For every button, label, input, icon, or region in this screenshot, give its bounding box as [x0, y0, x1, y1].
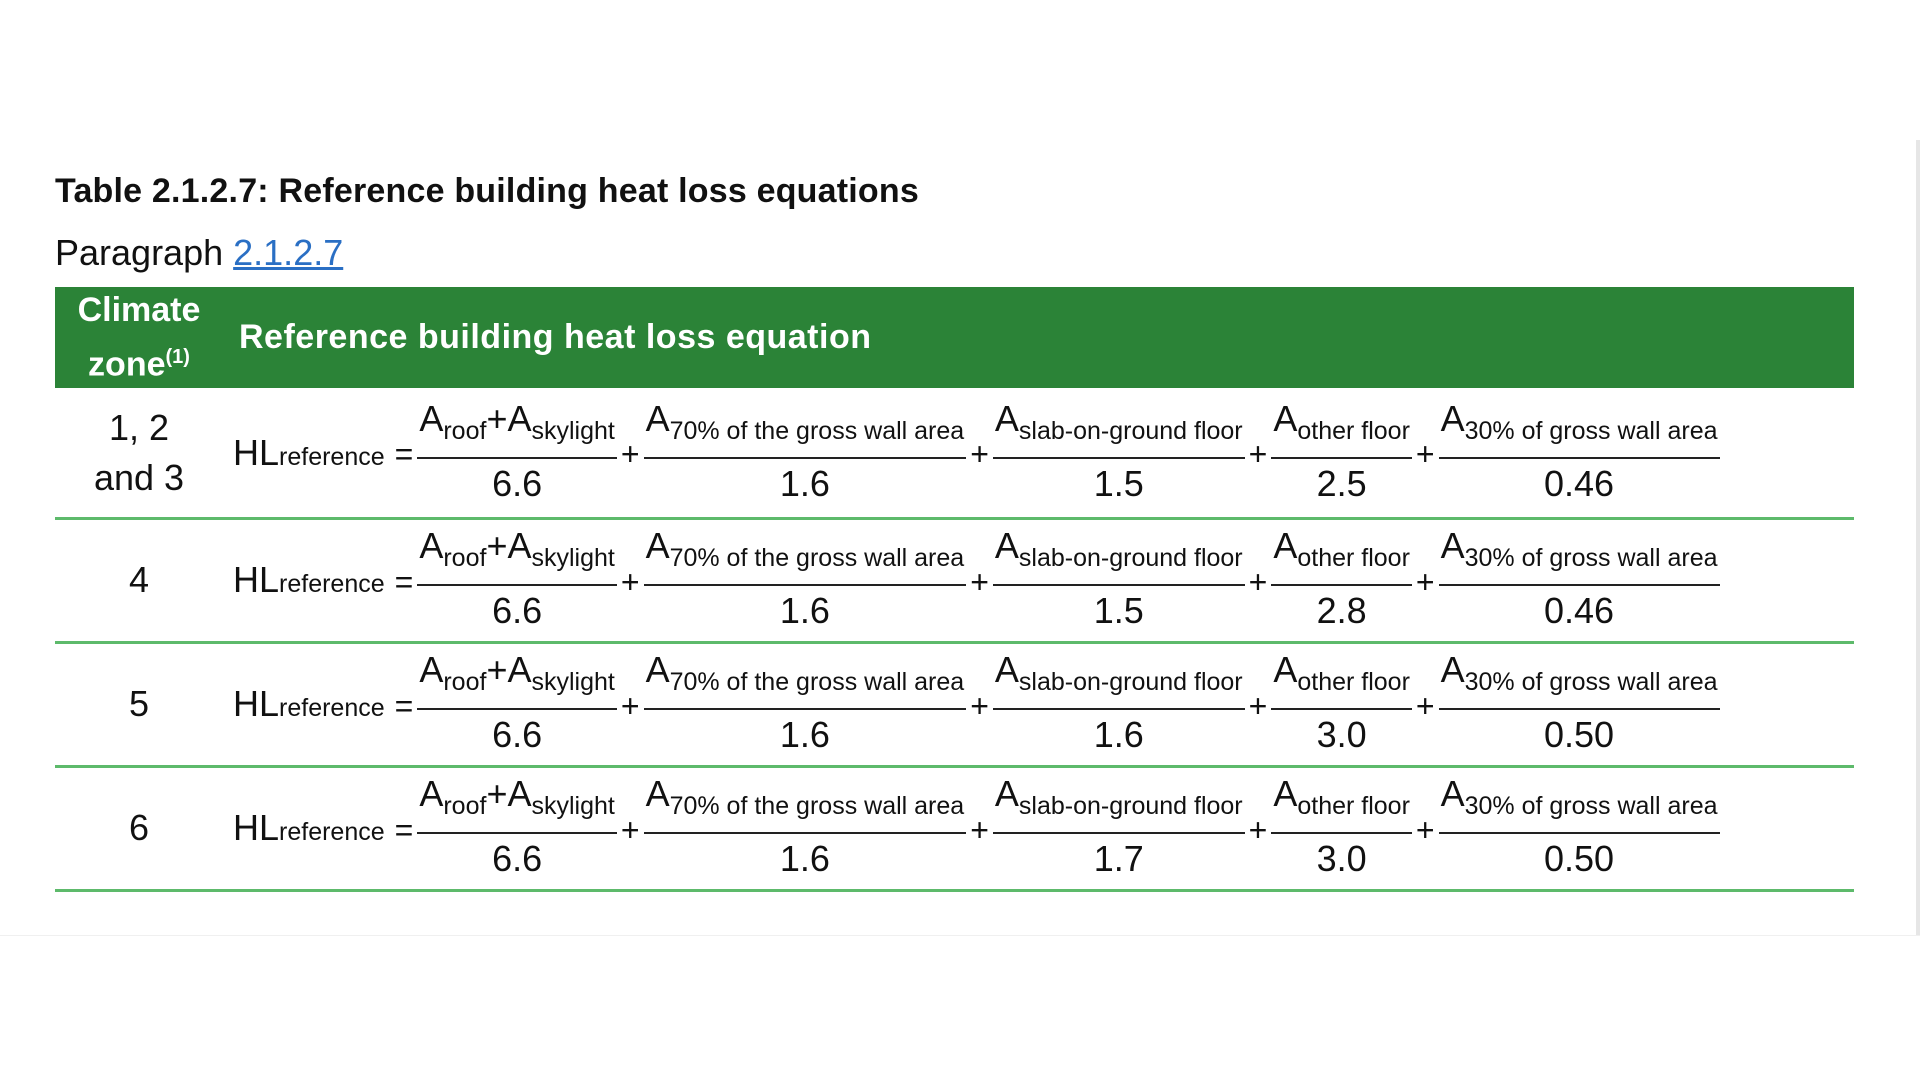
slab-subscript: slab-on-ground floor	[1018, 544, 1243, 573]
wall-70-numerator	[644, 650, 967, 710]
slab-denominator: 1.7	[1093, 838, 1144, 880]
heat-loss-equation	[223, 399, 1854, 507]
wall-30-numerator	[1439, 774, 1720, 834]
slab-numerator	[993, 399, 1245, 459]
zone-line1: 1, 2	[108, 406, 170, 448]
other-floor-term	[1273, 773, 1410, 821]
area-symbol: A	[419, 649, 444, 691]
area-symbol: A	[1440, 649, 1465, 691]
slab-fraction	[993, 774, 1245, 882]
roof-term	[419, 649, 487, 697]
wall30-term	[1440, 649, 1718, 697]
roof-skylight-numerator	[417, 774, 617, 834]
equation-cell	[223, 642, 1854, 766]
heat-loss-equation	[223, 774, 1854, 882]
area-symbol: A	[1440, 773, 1465, 815]
plus-sign: +	[620, 811, 640, 848]
other-floor-numerator	[1271, 526, 1412, 586]
wall-70-denominator: 1.6	[779, 590, 830, 632]
roof-term	[419, 525, 487, 573]
other-floor-term	[1273, 525, 1410, 573]
wall-70-fraction	[644, 650, 967, 758]
hl-symbol: HL	[233, 807, 280, 849]
plus-sign: +	[620, 436, 640, 473]
area-symbol: A	[994, 649, 1019, 691]
wall-30-fraction	[1439, 526, 1720, 634]
hl-reference	[233, 807, 385, 849]
header-climate-zone	[55, 287, 223, 388]
other-floor-subscript: other floor	[1297, 668, 1410, 697]
roof-skylight-fraction	[417, 526, 617, 634]
hl-symbol: HL	[233, 683, 280, 725]
skylight-term	[507, 397, 615, 445]
area-symbol: A	[645, 525, 670, 567]
wall-30-fraction	[1439, 650, 1720, 758]
slab-numerator	[993, 774, 1245, 834]
skylight-subscript: skylight	[531, 416, 615, 445]
area-symbol: A	[1273, 773, 1298, 815]
roof-subscript: roof	[443, 416, 487, 445]
slab-denominator: 1.5	[1093, 462, 1144, 504]
plus-sign: +	[1248, 811, 1268, 848]
hl-subscript: reference	[279, 570, 385, 599]
other-floor-term	[1273, 397, 1410, 445]
table-row	[55, 642, 1854, 766]
skylight-subscript: skylight	[531, 792, 615, 821]
numerator-plus: +	[486, 525, 508, 567]
zone-line1: 5	[128, 683, 150, 725]
plus-sign: +	[620, 563, 640, 600]
area-symbol: A	[645, 649, 670, 691]
skylight-subscript: skylight	[531, 668, 615, 697]
area-symbol: A	[1273, 649, 1298, 691]
area-symbol: A	[419, 525, 444, 567]
table-header-row	[55, 287, 1854, 388]
wall-30-numerator	[1439, 526, 1720, 586]
area-symbol: A	[994, 773, 1019, 815]
table-title: Table 2.1.2.7: Reference building heat loss equations	[55, 172, 919, 210]
area-symbol: A	[1440, 525, 1465, 567]
header-zone-line1: Climate	[77, 291, 201, 329]
header-zone-note: (1)	[165, 346, 190, 368]
zone-line2: and 3	[93, 456, 185, 498]
table-row	[55, 766, 1854, 890]
wall70-term	[645, 397, 965, 445]
table-row	[55, 518, 1854, 642]
wall30-term	[1440, 773, 1718, 821]
wall70-subscript: 70% of the gross wall area	[669, 544, 965, 573]
wall70-subscript: 70% of the gross wall area	[669, 416, 965, 445]
plus-sign: +	[970, 687, 989, 724]
table-row	[55, 388, 1854, 518]
other-floor-denominator: 3.0	[1316, 838, 1367, 880]
roof-subscript: roof	[443, 668, 487, 697]
wall-30-fraction	[1439, 399, 1720, 507]
other-floor-subscript: other floor	[1297, 416, 1410, 445]
hl-symbol: HL	[233, 559, 280, 601]
other-floor-denominator: 2.5	[1316, 462, 1367, 504]
climate-zone-cell	[55, 642, 223, 766]
equals-sign: =	[394, 436, 414, 473]
slab-term	[994, 525, 1243, 573]
equation-cell	[223, 388, 1854, 518]
roof-skylight-numerator	[417, 399, 617, 459]
area-symbol: A	[419, 397, 444, 439]
area-symbol: A	[1440, 397, 1465, 439]
area-symbol: A	[507, 649, 532, 691]
hl-subscript: reference	[279, 694, 385, 723]
table-body	[55, 388, 1854, 890]
wall-30-denominator: 0.46	[1544, 590, 1615, 632]
slab-fraction	[993, 399, 1245, 507]
hl-subscript: reference	[279, 442, 385, 471]
other-floor-fraction	[1271, 526, 1412, 634]
slab-term	[994, 773, 1243, 821]
wall30-subscript: 30% of gross wall area	[1464, 416, 1718, 445]
area-symbol: A	[419, 773, 444, 815]
skylight-subscript: skylight	[531, 544, 615, 573]
plus-sign: +	[1415, 811, 1435, 848]
numerator-plus: +	[486, 649, 508, 691]
roof-skylight-numerator	[417, 526, 617, 586]
wall70-term	[645, 649, 965, 697]
area-symbol: A	[645, 773, 670, 815]
wall-70-denominator: 1.6	[779, 838, 830, 880]
equals-sign: =	[394, 811, 414, 848]
header-equation: Reference building heat loss equation	[223, 287, 1854, 388]
wall-70-fraction	[644, 526, 967, 634]
other-floor-denominator: 2.8	[1316, 590, 1367, 632]
plus-sign: +	[1415, 436, 1435, 473]
wall30-subscript: 30% of gross wall area	[1464, 668, 1718, 697]
wall70-subscript: 70% of the gross wall area	[669, 668, 965, 697]
area-symbol: A	[994, 525, 1019, 567]
wall-30-numerator	[1439, 399, 1720, 459]
wall30-subscript: 30% of gross wall area	[1464, 792, 1718, 821]
heat-loss-table	[55, 287, 1854, 892]
numerator-plus: +	[486, 397, 508, 439]
other-floor-fraction	[1271, 774, 1412, 882]
equation-cell	[223, 518, 1854, 642]
plus-sign: +	[620, 687, 640, 724]
climate-zone-cell	[55, 518, 223, 642]
page-bottom-band	[0, 935, 1920, 1080]
plus-sign: +	[970, 436, 989, 473]
roof-skylight-denominator: 6.6	[492, 838, 543, 880]
roof-skylight-fraction	[417, 774, 617, 882]
header-zone-line2: zone	[88, 345, 166, 384]
other-floor-fraction	[1271, 650, 1412, 758]
area-symbol: A	[994, 397, 1019, 439]
heat-loss-equation	[223, 650, 1854, 758]
other-floor-subscript: other floor	[1297, 792, 1410, 821]
plus-sign: +	[970, 811, 989, 848]
plus-sign: +	[1415, 687, 1435, 724]
area-symbol: A	[1273, 525, 1298, 567]
roof-skylight-numerator	[417, 650, 617, 710]
plus-sign: +	[970, 563, 989, 600]
slab-denominator: 1.6	[1093, 714, 1144, 756]
other-floor-subscript: other floor	[1297, 544, 1410, 573]
skylight-term	[507, 773, 615, 821]
slab-numerator	[993, 650, 1245, 710]
wall70-subscript: 70% of the gross wall area	[669, 792, 965, 821]
slab-fraction	[993, 526, 1245, 634]
hl-symbol: HL	[233, 431, 280, 473]
slab-term	[994, 397, 1243, 445]
area-symbol: A	[507, 397, 532, 439]
hl-reference	[233, 432, 385, 474]
hl-reference	[233, 559, 385, 601]
roof-skylight-fraction	[417, 399, 617, 507]
roof-skylight-denominator: 6.6	[492, 590, 543, 632]
wall-30-denominator: 0.50	[1544, 714, 1615, 756]
roof-term	[419, 397, 487, 445]
slab-subscript: slab-on-ground floor	[1018, 668, 1243, 697]
wall-70-fraction	[644, 774, 967, 882]
climate-zone-cell	[55, 388, 223, 518]
hl-reference	[233, 683, 385, 725]
other-floor-numerator	[1271, 399, 1412, 459]
roof-subscript: roof	[443, 792, 487, 821]
slab-term	[994, 649, 1243, 697]
paragraph-reference	[55, 232, 343, 274]
wall-30-numerator	[1439, 650, 1720, 710]
equals-sign: =	[394, 563, 414, 600]
equation-cell	[223, 766, 1854, 890]
wall-30-denominator: 0.50	[1544, 838, 1615, 880]
paragraph-prefix: Paragraph	[55, 232, 224, 273]
wall-70-numerator	[644, 774, 967, 834]
plus-sign: +	[1248, 563, 1268, 600]
heat-loss-equation	[223, 526, 1854, 634]
slab-subscript: slab-on-ground floor	[1018, 792, 1243, 821]
roof-skylight-fraction	[417, 650, 617, 758]
plus-sign: +	[1248, 687, 1268, 724]
other-floor-term	[1273, 649, 1410, 697]
wall-30-fraction	[1439, 774, 1720, 882]
slab-numerator	[993, 526, 1245, 586]
roof-skylight-denominator: 6.6	[492, 714, 543, 756]
plus-sign: +	[1248, 436, 1268, 473]
plus-sign: +	[1415, 563, 1435, 600]
slab-subscript: slab-on-ground floor	[1018, 416, 1243, 445]
wall30-subscript: 30% of gross wall area	[1464, 544, 1718, 573]
skylight-term	[507, 649, 615, 697]
roof-subscript: roof	[443, 544, 487, 573]
zone-line1: 4	[128, 559, 150, 601]
other-floor-denominator: 3.0	[1316, 714, 1367, 756]
slab-fraction	[993, 650, 1245, 758]
roof-skylight-denominator: 6.6	[492, 462, 543, 504]
wall-70-denominator: 1.6	[779, 714, 830, 756]
climate-zone-cell	[55, 766, 223, 890]
wall70-term	[645, 525, 965, 573]
wall30-term	[1440, 397, 1718, 445]
other-floor-fraction	[1271, 399, 1412, 507]
area-symbol: A	[507, 525, 532, 567]
slab-denominator: 1.5	[1093, 590, 1144, 632]
wall70-term	[645, 773, 965, 821]
area-symbol: A	[507, 773, 532, 815]
roof-term	[419, 773, 487, 821]
wall30-term	[1440, 525, 1718, 573]
paragraph-link[interactable]: 2.1.2.7	[233, 232, 344, 273]
wall-70-numerator	[644, 399, 967, 459]
zone-line1: 6	[128, 807, 150, 849]
wall-70-numerator	[644, 526, 967, 586]
other-floor-numerator	[1271, 774, 1412, 834]
other-floor-numerator	[1271, 650, 1412, 710]
wall-70-denominator: 1.6	[779, 462, 830, 504]
area-symbol: A	[1273, 397, 1298, 439]
equals-sign: =	[394, 687, 414, 724]
skylight-term	[507, 525, 615, 573]
wall-70-fraction	[644, 399, 967, 507]
page-right-edge	[1916, 140, 1920, 935]
numerator-plus: +	[486, 773, 508, 815]
area-symbol: A	[645, 397, 670, 439]
hl-subscript: reference	[279, 818, 385, 847]
wall-30-denominator: 0.46	[1544, 462, 1615, 504]
